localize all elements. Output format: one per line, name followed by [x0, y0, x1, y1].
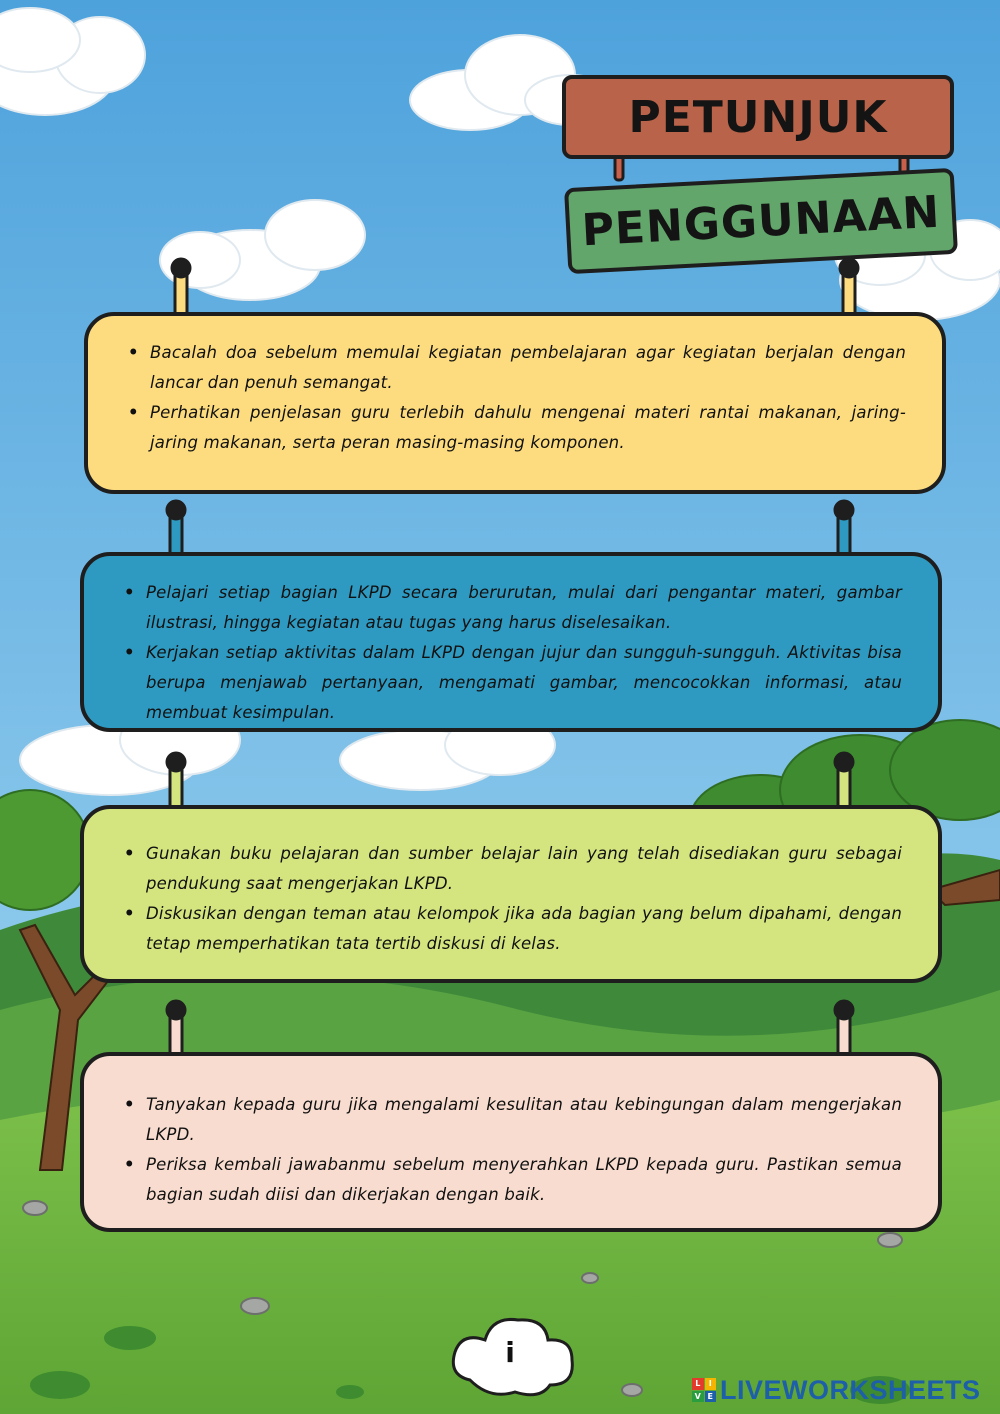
instruction-list: [150, 338, 906, 458]
liveworksheets-watermark[interactable]: [692, 1372, 981, 1408]
instruction-card-1: [84, 312, 946, 494]
logo-letter: L: [692, 1378, 704, 1390]
logo-letter: E: [705, 1391, 717, 1403]
instruction-list: [146, 1090, 902, 1210]
list-item: • Gunakan buku pelajaran dan sumber belajar lain yang telah disediakan guru sebagai pendukung saat mengerjakan LKPD.: [146, 839, 902, 899]
logo-letter: I: [705, 1378, 717, 1390]
logo-letter: V: [692, 1391, 704, 1403]
list-item: • Perhatikan penjelasan guru terlebih dahulu mengenai materi rantai makanan, jaring-jaring makanan, serta peran masing-masing komponen.: [150, 398, 906, 458]
page-title-bottom: PENGGUNAAN: [580, 186, 942, 256]
page-number: i: [505, 1336, 515, 1369]
list-item: • Bacalah doa sebelum memulai kegiatan pembelajaran agar kegiatan berjalan dengan lancar dan penuh semangat.: [150, 338, 906, 398]
instruction-list: [146, 839, 902, 959]
title-sign-top: [562, 75, 954, 159]
list-item: • Pelajari setiap bagian LKPD secara berurutan, mulai dari pengantar materi, gambar ilustrasi, hingga kegiatan atau tugas yang harus diselesaikan.: [146, 578, 902, 638]
list-item: • Tanyakan kepada guru jika mengalami kesulitan atau kebingungan dalam mengerjakan LKPD.: [146, 1090, 902, 1150]
instruction-card-3: [80, 805, 942, 983]
instruction-list: [146, 578, 902, 728]
liveworksheets-logo-icon: [692, 1378, 716, 1402]
page-title-top: PETUNJUK: [628, 91, 888, 143]
instruction-card-4: [80, 1052, 942, 1232]
instruction-card-2: [80, 552, 942, 732]
watermark-text: LIVEWORKSHEETS: [720, 1374, 981, 1405]
list-item: • Diskusikan dengan teman atau kelompok jika ada bagian yang belum dipahami, dengan tetap memperhatikan tata tertib diskusi di kelas.: [146, 899, 902, 959]
list-item: • Periksa kembali jawabanmu sebelum menyerahkan LKPD kepada guru. Pastikan semua bagian sudah diisi dan dikerjakan dengan baik.: [146, 1150, 902, 1210]
list-item: • Kerjakan setiap aktivitas dalam LKPD dengan jujur dan sungguh-sungguh. Aktivitas bisa berupa menjawab pertanyaan, mengamati gambar, mencocokkan informasi, atau membuat kesimpulan.: [146, 638, 902, 728]
